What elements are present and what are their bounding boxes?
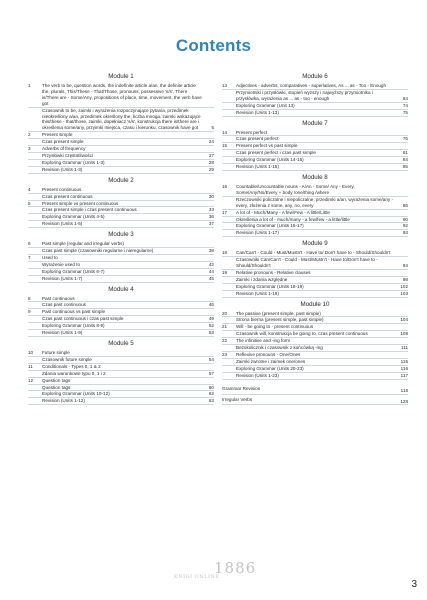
toc-entry	[222, 250, 408, 257]
page-ref: 98	[402, 276, 408, 282]
unit-number: 17	[222, 209, 228, 215]
toc-entry	[222, 223, 408, 230]
toc-entry	[28, 398, 214, 405]
toc-entry	[222, 395, 408, 406]
entry-text: The passive (present simple, past simple)	[236, 310, 321, 316]
toc-entry	[222, 384, 408, 395]
module-section	[28, 286, 214, 337]
unit-number: 19	[222, 269, 228, 275]
unit-number: 6	[28, 241, 31, 247]
toc-entry	[28, 153, 214, 160]
toc-entry	[222, 230, 408, 237]
unit-number: 1	[28, 83, 31, 88]
page-ref: 81	[402, 150, 408, 156]
entry-text: Wyrażenie used to	[42, 261, 81, 267]
entry-text: Revision (Units 1-3)	[42, 166, 83, 172]
page-ref: 45	[208, 275, 214, 281]
toc-entry	[28, 214, 214, 221]
toc-entry	[28, 357, 214, 364]
toc-entry	[28, 378, 214, 385]
module-title: Module 10	[300, 300, 330, 308]
page-ref: 94	[402, 263, 408, 269]
module-section	[222, 120, 408, 171]
toc-entry	[28, 146, 214, 153]
toc-entry	[28, 350, 214, 357]
entry-text: Zaimki i zdania względne	[236, 276, 288, 282]
module-section	[222, 301, 408, 380]
entry-text: Czas present simple i czas present continuous	[42, 207, 137, 213]
page-ref: 103	[400, 290, 408, 296]
toc-entry	[222, 324, 408, 331]
entry-text: Rzeczowniki policzalne i niepoliczalne, przedimki a/an, wyrażenia some/any - every, złożenia z some, any, no, every	[236, 196, 394, 208]
entry-text: Past simple (regular and irregular verbs)	[42, 241, 124, 247]
toc-entry	[28, 201, 214, 208]
page-ref: 37	[208, 221, 214, 227]
entry-text: Czas present perfect i czas past simple	[236, 150, 316, 156]
entry-text: Bezokolicznik i czasownik z końcówką -ing	[236, 345, 323, 351]
entry-text: Exploring Grammar (Units 14-15)	[236, 157, 304, 163]
page-ref: 52	[208, 323, 214, 329]
entry-text: Revision (Units 1-9)	[42, 330, 83, 336]
module-title: Module 4	[108, 285, 134, 293]
toc-entry	[222, 317, 408, 324]
page-ref: 27	[208, 152, 214, 158]
entry-text: Exploring Grammar (Unit 13)	[236, 102, 295, 108]
unit-number: 23	[222, 352, 228, 357]
toc-entry	[28, 83, 214, 108]
page-ref: 90	[402, 216, 408, 222]
toc-entry	[222, 110, 408, 117]
entry-text: Czas present simple	[42, 139, 84, 145]
module-section	[28, 177, 214, 228]
page-ref: 84	[402, 157, 408, 163]
entry-text: Can/Can't - Could - Must/Mustn't - Have to/ Don't have to - Should/Shouldn't	[236, 250, 391, 256]
toc-entry	[28, 276, 214, 283]
entry-text: Zdania warunkowe typu 0, 1 i 2	[42, 370, 106, 376]
toc-entry	[28, 262, 214, 269]
page-ref: 108	[400, 331, 408, 337]
entry-text: Present simple vs present continuous	[42, 200, 119, 206]
page-ref: 28	[208, 159, 214, 165]
entry-text: Present simple	[42, 132, 73, 138]
toc-entry	[222, 331, 408, 338]
unit-number: 20	[222, 310, 228, 316]
page-ref: 116	[400, 365, 408, 371]
page-ref: 30	[208, 193, 214, 199]
toc-entry	[28, 167, 214, 174]
page-ref: 74	[402, 102, 408, 108]
toc-entry	[28, 248, 214, 255]
unit-number: 12	[28, 377, 34, 383]
toc-entry	[28, 108, 214, 133]
toc-entry	[222, 366, 408, 373]
page-ref: 54	[208, 356, 214, 362]
toc-entry	[222, 103, 408, 110]
page-ref: 102	[400, 283, 408, 289]
module-title: Module 6	[302, 73, 328, 80]
entry-text: Countable/Uncountable nouns - A/An - Some/ Any - Every, Some/Any/No/Every + body /one/thing /where	[236, 183, 355, 195]
toc-entry	[222, 345, 408, 352]
page-ref: 93	[402, 230, 408, 236]
toc-entry	[222, 284, 408, 291]
entry-text: Revision (Units 1-23)	[236, 372, 279, 378]
module-title: Module 7	[302, 119, 328, 127]
entry-text: Present perfect vs past simple	[236, 143, 298, 149]
toc-entry	[28, 207, 214, 214]
left-column	[28, 70, 214, 405]
entry-text: Revision (Units 1-19)	[236, 290, 279, 296]
toc-entry	[222, 136, 408, 143]
page-ref: 117	[400, 372, 408, 378]
toc-entry	[28, 296, 214, 303]
entry-text: The verb to be, question words, the indefinite article a/an, the definite article the, plurals, This/These - That/Those, pronouns, possessive 's/s', There is/There are - Some/Any, propositions of place, time, movement, the verb have got	[42, 83, 202, 106]
toc-entry	[28, 302, 214, 309]
toc-entry	[222, 143, 408, 150]
toc-entry	[222, 197, 408, 210]
toc-entry	[222, 373, 408, 380]
toc-entry	[28, 309, 214, 316]
entry-text: Czas present perfect	[236, 136, 279, 142]
entry-text: Przysłówki częstotliwości	[42, 152, 94, 158]
entry-text: Irregular Verbs	[222, 396, 253, 402]
entry-text: Revision (Units 1-5)	[42, 221, 83, 227]
entry-text: Present perfect	[236, 129, 268, 135]
entry-text: Relative pronouns - Relative clauses	[236, 269, 311, 275]
entry-text: Conditionals - Types 0, 1 & 2	[42, 363, 101, 369]
entry-text: Exploring Grammar (Units 1-3)	[42, 159, 105, 165]
module-section	[222, 73, 408, 117]
page-ref: 63	[208, 398, 214, 404]
page-ref: 5	[211, 125, 214, 131]
library-stamp: KNIGI ONLINE 1886	[174, 559, 257, 580]
page-ref: 49	[208, 316, 214, 322]
entry-text: Exploring Grammar (Units 8-9)	[42, 323, 105, 329]
unit-number: 2	[28, 132, 31, 138]
module-title: Module 8	[302, 173, 328, 181]
entry-text: Czasownik to be, zaimki i wyrażenia rozpoczynające pytania, przedimek nieokreślony a/an, przedimek określony the, liczba mnoga, zaimki wskazujące this/these - that/those, zaimki, dopełniacz 's/s', konstrukcja there is/there are i określenia some/any, przyimki miejsca, czasu i kierunku, czasownik have got	[42, 107, 201, 131]
entry-text: Exploring Grammar (Units 6-7)	[42, 268, 105, 274]
entry-text: Exploring Grammar (Units 10-12)	[42, 391, 110, 397]
toc-entry	[28, 160, 214, 167]
entry-text: Past continuous	[42, 295, 75, 301]
entry-text: Czas past continuous i czas past simple	[42, 316, 124, 322]
module-section	[222, 174, 408, 237]
module-title: Module 1	[108, 73, 134, 80]
unit-number: 21	[222, 324, 228, 330]
page-ref: 46	[208, 302, 214, 308]
entry-text: Czas past continuous	[42, 302, 86, 308]
unit-number: 15	[222, 143, 228, 149]
toc-entry	[222, 90, 408, 103]
toc-entry	[222, 257, 408, 270]
entry-text: Czas past simple (czasowniki regularne i nieregularne)	[42, 248, 154, 254]
entry-text: Question tags	[42, 384, 71, 390]
unit-number: 8	[28, 295, 31, 301]
unit-number: 18	[222, 250, 228, 256]
unit-number: 22	[222, 338, 228, 344]
entry-text: Exploring Grammar (Units 20-23)	[236, 365, 304, 371]
unit-number: 9	[28, 309, 31, 315]
toc-entry	[222, 338, 408, 345]
toc-entry	[28, 330, 214, 337]
entry-text: Adjectives - adverbs, comparatives - superlatives, As ... as - Too - Enough	[236, 83, 387, 88]
entry-text: Revision (Units 1-15)	[236, 164, 279, 170]
page-ref: 75	[402, 109, 408, 115]
toc-entry	[28, 391, 214, 398]
entry-text: Revision (Units 1-12)	[42, 398, 85, 404]
toc-entry	[28, 255, 214, 262]
toc-entry	[222, 157, 408, 164]
toc-entry	[222, 270, 408, 277]
toc-entry	[28, 241, 214, 248]
entry-text: Strona bierna (present simple, past simple)	[236, 317, 324, 323]
page-ref: 118	[400, 387, 408, 393]
entry-text: Revision (Units 1-7)	[42, 275, 83, 281]
entry-text: Question tags	[42, 377, 71, 383]
toc-entry	[28, 323, 214, 330]
page-ref: 29	[208, 166, 214, 172]
page-ref: 57	[208, 370, 214, 376]
toc-entry	[28, 371, 214, 378]
module-section	[222, 240, 408, 297]
entry-text: Past continuous vs past simple	[42, 309, 106, 315]
module-title: Module 5	[108, 340, 134, 347]
toc-entry	[222, 277, 408, 284]
toc-entry	[28, 364, 214, 371]
module-title: Module 9	[302, 240, 328, 248]
entry-text: Exploring Grammar (Units 18-19)	[236, 283, 304, 289]
toc-entry	[222, 130, 408, 137]
unit-number: 10	[28, 350, 34, 355]
page-number: 3	[411, 579, 417, 590]
toc-entry	[222, 291, 408, 298]
unit-number: 5	[28, 200, 31, 206]
page-ref: 38	[208, 248, 214, 254]
entry-text: Used to	[42, 254, 58, 260]
right-column	[222, 70, 408, 405]
page-ref: 111	[401, 345, 408, 351]
unit-number: 13	[222, 83, 228, 88]
page-ref: 92	[402, 223, 408, 229]
entry-text: Czasownik future simple	[42, 356, 92, 362]
page-ref: 104	[400, 317, 408, 323]
entry-text: Czasownik will, konstrukcja be going to, czas present continuous	[236, 331, 368, 337]
unit-number: 4	[28, 186, 31, 192]
page-ref: 62	[208, 391, 214, 397]
toc-entry	[222, 184, 408, 197]
page-ref: 53	[208, 330, 214, 336]
page-ref: 64	[402, 95, 408, 101]
page-ref: 76	[402, 136, 408, 142]
toc-entry	[222, 352, 408, 359]
toc-entry	[28, 194, 214, 201]
entry-text: Present continuous	[42, 186, 82, 192]
unit-number: 7	[28, 254, 31, 260]
entry-text: Revision (Units 1-13)	[236, 109, 279, 115]
entry-text: Przymiotniki i przysłówki, stopień wyższy i najwyższy przymiotnika i przysłówka, wyrażenia as ... as - too - enough	[236, 89, 373, 101]
module-section	[28, 231, 214, 282]
page-ref: 42	[208, 261, 214, 267]
page-title: Contents	[175, 36, 252, 55]
entry-text: Czas present continuous	[42, 193, 93, 199]
entry-text: Adverbs of frequency	[42, 146, 86, 152]
module-section	[222, 380, 408, 406]
entry-text: Future simple	[42, 350, 70, 355]
module-title: Module 2	[108, 176, 134, 184]
entry-text: The infinitive and -ing form	[236, 338, 291, 344]
toc-entry	[28, 385, 214, 392]
page-ref: 85	[402, 164, 408, 170]
unit-number: 16	[222, 183, 228, 189]
toc-entry	[28, 132, 214, 139]
toc-entry	[28, 139, 214, 146]
toc-entry	[222, 83, 408, 90]
entry-text: A lot of - Much/Many - A few/Few - A little/Little	[236, 209, 330, 215]
toc-entry	[28, 221, 214, 228]
toc-entry	[222, 210, 408, 217]
toc-entry	[28, 316, 214, 323]
unit-number: 14	[222, 129, 228, 135]
module-section	[28, 340, 214, 405]
page-ref: 60	[208, 384, 214, 390]
page-ref: 115	[400, 358, 408, 364]
page-ref: 36	[208, 214, 214, 220]
entry-text: Revision (Units 1-17)	[236, 230, 279, 236]
entry-text: Exploring Grammar (Units 16-17)	[236, 223, 304, 229]
toc-entry	[222, 150, 408, 157]
module-section	[28, 73, 214, 174]
entry-text: Określenia a lot of - much/many - a few/few - a little/little	[236, 216, 350, 222]
entry-text: Grammar Revision	[222, 385, 261, 391]
page-ref: 128	[400, 398, 408, 404]
unit-number: 11	[28, 363, 33, 369]
entry-text: Zaimki zwrotne i zaimek one/ones	[236, 358, 306, 364]
module-title: Module 3	[108, 231, 134, 239]
toc-entry	[222, 164, 408, 171]
toc-entry	[28, 269, 214, 276]
page-ref: 33	[208, 207, 214, 213]
toc-entry	[222, 217, 408, 224]
page-ref: 24	[208, 139, 214, 145]
toc-entry	[222, 311, 408, 318]
entry-text: Reflexive pronouns - One/Ones	[236, 352, 301, 357]
entry-text: Will - be going to - present continuous	[236, 324, 314, 330]
entry-text: Czasowniki Can/Can't - Could - Must/Mustn't - Have to/Don't have to - Should/Shouldn't	[236, 257, 378, 269]
toc-entry	[28, 187, 214, 194]
entry-text: Exploring Grammar (Units 4-5)	[42, 214, 105, 220]
toc-entry	[222, 359, 408, 366]
page-ref: 86	[402, 202, 408, 208]
page-ref: 44	[208, 268, 214, 274]
unit-number: 3	[28, 146, 31, 152]
